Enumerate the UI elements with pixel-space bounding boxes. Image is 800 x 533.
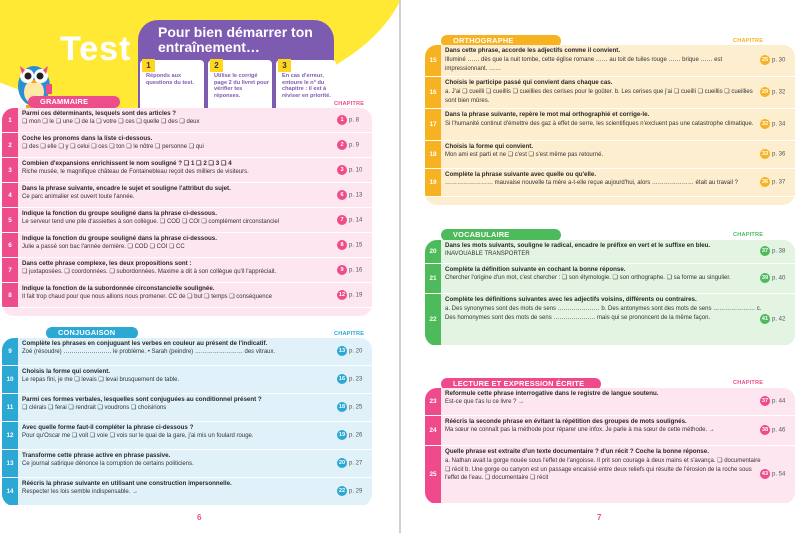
question-row <box>2 283 372 308</box>
question-answer[interactable]: a. Des synonymes sont des mots de sens ………………… b. Des antonymes sont des mots de sens ………………… c. Des homonymes sont des mots de sens ………………… mais qui se prononcent de la même façon. <box>445 306 762 321</box>
section-title-vocabulaire: VOCABULAIRE <box>441 229 561 241</box>
question-text: Réécris la phrase suivante en utilisant une construction impersonnelle. <box>22 480 232 487</box>
question-number: 15 <box>425 45 441 76</box>
question-row <box>2 208 372 233</box>
chapter-reference[interactable] <box>337 486 367 496</box>
question-text: Quelle phrase est extraite d'un texte documentaire ? d'un récit ? Coche la bonne réponse. <box>445 448 709 455</box>
chapter-number-badge: 9 <box>337 265 347 275</box>
intro-step: 1 Réponds aux questions du test. <box>140 60 204 122</box>
chapter-number-badge: 8 <box>337 240 347 250</box>
question-number: 5 <box>2 208 18 232</box>
section-title-lecture: LECTURE ET EXPRESSION ÉCRITE <box>441 378 601 390</box>
chapter-number-badge: 18 <box>338 404 346 410</box>
intro-step: 3 En cas d'erreur, entoure le n° du chapitre : il est à réviser en priorité. <box>276 60 336 122</box>
chapter-page: p. 27 <box>349 460 363 467</box>
question-row <box>425 264 795 294</box>
chapter-page: p. 34 <box>772 121 786 128</box>
question-text: Coche les pronoms dans la liste ci-dessous. <box>22 135 153 142</box>
chapter-number-badge: 3 <box>337 165 347 175</box>
chapter-number-badge: 29 <box>761 89 769 95</box>
question-number: 25 <box>425 446 441 503</box>
chapitre-label: CHAPITRE <box>334 101 365 107</box>
question-number: 9 <box>2 338 18 365</box>
question-answer[interactable]: Chercher l'origine d'un mot, c'est chercher : ❑ son étymologie. ❑ son orthographe. ❑ sa forme au singulier. <box>445 275 731 281</box>
question-text: Avec quelle forme faut-il compléter la phrase ci-dessous ? <box>22 424 194 431</box>
question-row <box>425 416 795 446</box>
chapter-number-badge: 37 <box>761 248 769 254</box>
chapter-number-badge: 33 <box>761 151 769 157</box>
question-row <box>2 366 372 394</box>
question-number: 12 <box>2 422 18 449</box>
question-answer[interactable]: Est-ce que t'as lu ce livre ? → <box>445 399 525 405</box>
question-answer[interactable]: ❑ juxtaposées. ❑ coordonnées. ❑ subordonnées. Maxime a dit à son collègue qu'il l'appréciait. <box>22 269 277 275</box>
question-number: 8 <box>2 283 18 307</box>
chapter-number-badge: 25 <box>761 57 769 63</box>
chapter-page: p. 30 <box>772 57 786 64</box>
question-number: 11 <box>2 394 18 421</box>
page-title: Test <box>60 30 132 68</box>
question-number: 14 <box>2 478 18 505</box>
question-text: Réécris la seconde phrase en évitant la répétition des groupes de mots soulignés. <box>445 418 687 425</box>
question-answer[interactable]: ❑ des ❑ elle ❑ y ❑ celui ❑ ces ❑ ton ❑ le nôtre ❑ personne ❑ qui <box>22 144 204 150</box>
question-text: Combien d'expansions enrichissent le nom souligné ? ❑ 1 ❑ 2 ❑ 3 ❑ 4 <box>22 160 232 167</box>
question-number: 17 <box>425 109 441 140</box>
chapter-number-badge: 1 <box>337 115 347 125</box>
question-text: Dans cette phrase complexe, les deux propositions sont : <box>22 260 192 267</box>
chapter-number-badge: 38 <box>761 427 769 433</box>
intro-heading: Pour bien démarrer ton entraînement… <box>158 24 313 55</box>
chapitre-label: CHAPITRE <box>733 232 764 238</box>
chapter-reference[interactable] <box>337 346 367 356</box>
chapter-page: p. 19 <box>349 292 363 299</box>
chapter-number-badge: 6 <box>337 190 347 200</box>
chapter-reference[interactable] <box>760 55 790 65</box>
section-vocabulaire <box>425 240 795 346</box>
question-row <box>425 77 795 109</box>
question-text: Complète les définitions suivantes avec les adjectifs voisins, différents ou contraires. <box>445 296 697 303</box>
question-answer[interactable]: Respecter les lois semble indispensable. → <box>22 489 139 495</box>
question-answer[interactable]: INAVOUABLE TRANSPORTER <box>445 251 530 257</box>
question-text: Parmi ces déterminants, lesquels sont des articles ? <box>22 110 177 117</box>
section-title-conjugaison: CONJUGAISON <box>46 327 138 339</box>
chapter-number-badge: 12 <box>338 291 346 298</box>
chapter-number-badge: 2 <box>337 140 347 150</box>
chapter-page: p. 16 <box>349 267 363 274</box>
chapter-page: p. 29 <box>349 488 363 495</box>
question-number: 19 <box>425 169 441 196</box>
chapter-reference[interactable] <box>337 374 367 384</box>
question-answer[interactable]: Riche musée, le magnifique château de Fontainebleau reçoit des milliers de visiteurs. <box>22 169 249 175</box>
chapter-page: p. 23 <box>349 376 363 383</box>
chapter-page: p. 20 <box>349 348 363 355</box>
question-answer[interactable]: Le serveur tend une pile d'assiettes à son collègue. ❑ COD ❑ COI ❑ complément circonstanciel <box>22 219 280 225</box>
chapter-page: p. 38 <box>772 248 786 255</box>
question-number: 18 <box>425 141 441 168</box>
question-answer[interactable]: Zoé (résoudre) …………………… le problème. • Sarah (peindre) …………………… des vitraux. <box>22 349 276 355</box>
page-number: 7 <box>597 513 602 522</box>
question-answer[interactable]: …………………… mauvaise nouvelle ta mère a-t-elle reçue aujourd'hui, alors ………………… était au travail ? <box>445 180 738 186</box>
chapter-page: p. 9 <box>349 142 360 149</box>
question-row <box>2 158 372 183</box>
page-number: 6 <box>197 513 202 522</box>
chapter-number-badge: 20 <box>338 460 346 466</box>
question-text: Dans les mots suivants, souligne le radical, encadre le préfixe en vert et le suffixe en bleu. <box>445 242 711 249</box>
chapter-reference[interactable] <box>760 177 790 187</box>
question-text: Transforme cette phrase active en phrase passive. <box>22 452 171 459</box>
chapter-reference[interactable] <box>337 265 367 275</box>
question-text: Complète la définition suivante en cochant la bonne réponse. <box>445 266 626 273</box>
chapter-page: p. 54 <box>772 471 786 478</box>
question-answer[interactable]: Ce parc animalier est ouvert toute l'année. <box>22 194 135 200</box>
chapter-page: p. 32 <box>772 89 786 96</box>
chapter-number-badge: 22 <box>338 488 346 494</box>
chapter-page: p. 40 <box>772 275 786 282</box>
right-page <box>401 0 800 533</box>
question-number: 6 <box>2 233 18 257</box>
chapter-page: p. 15 <box>349 242 363 249</box>
chapitre-label: CHAPITRE <box>334 331 365 337</box>
chapter-reference[interactable] <box>760 149 790 159</box>
chapter-page: p. 26 <box>349 432 363 439</box>
chapter-reference[interactable] <box>760 396 790 406</box>
chapter-reference[interactable] <box>760 119 790 129</box>
chapter-reference[interactable] <box>337 140 367 150</box>
question-row <box>425 388 795 416</box>
question-answer[interactable]: Si l'humanité continut d'émettre des gaz à effet de serre, les scientifiques n'excluent pas une catastrophe climatique. <box>445 121 754 127</box>
question-answer[interactable]: Illuminé …… dès que la nuit tombe, cette église romane …… au toit de tuiles rouge …… brique …… est impressionnant. …… <box>445 57 723 72</box>
question-row <box>2 133 372 158</box>
question-number: 13 <box>2 450 18 477</box>
chapter-reference[interactable] <box>760 425 790 435</box>
question-answer[interactable]: ❑ clérais ❑ ferai ❑ rendrait ❑ voudrons ❑ choisirions <box>22 405 167 411</box>
question-row <box>425 169 795 197</box>
question-row <box>2 422 372 450</box>
chapter-reference[interactable] <box>760 273 790 283</box>
question-row <box>2 394 372 422</box>
question-text: Dans la phrase suivante, repère le mot mal orthographié et corrige-le. <box>445 111 650 118</box>
question-text: Choisis le participe passé qui convient dans chaque cas. <box>445 79 613 86</box>
question-text: Choisis la forme qui convient. <box>445 143 534 150</box>
chapter-number-badge: 16 <box>338 376 346 382</box>
question-row <box>2 233 372 258</box>
question-text: Parmi ces formes verbales, lesquelles sont conjuguées au conditionnel présent ? <box>22 396 262 403</box>
chapter-number-badge: 36 <box>761 179 769 185</box>
question-answer[interactable]: Julie a passé son bac l'année dernière. ❑ COD ❑ COI ❑ CC <box>22 244 185 250</box>
chapter-number-badge: 13 <box>338 348 346 354</box>
section-orthographe <box>425 45 795 205</box>
chapter-reference[interactable] <box>760 469 790 479</box>
question-text: Dans la phrase suivante, encadre le sujet et souligne l'attribut du sujet. <box>22 185 231 192</box>
question-number: 16 <box>425 77 441 108</box>
chapter-reference[interactable] <box>337 430 367 440</box>
question-answer[interactable]: ❑ mon ❑ le ❑ une ❑ de la ❑ votre ❑ ces ❑ quelle ❑ des ❑ deux <box>22 119 200 125</box>
chapter-number-badge: 32 <box>761 121 769 127</box>
chapter-number-badge: 19 <box>338 432 346 438</box>
chapter-reference[interactable] <box>337 458 367 468</box>
chapter-page: p. 13 <box>349 192 363 199</box>
question-number: 22 <box>425 294 441 345</box>
question-answer[interactable]: a. J'ai ❑ cueilli ❑ cueillis ❑ cueillies des cerises pour le goûter. b. Les cerises que j'ai ❑ cueilli ❑ cueillis ❑ cueillies sont bien mûres. <box>445 89 753 104</box>
question-number: 24 <box>425 416 441 445</box>
question-number: 23 <box>425 388 441 415</box>
question-answer[interactable]: Le repas fini, je me ❑ levais ❑ levai brusquement de table. <box>22 377 180 383</box>
chapter-reference[interactable] <box>337 402 367 412</box>
chapter-page: p. 14 <box>349 217 363 224</box>
question-text: Reformule cette phrase interrogative dans le registre de langue soutenu. <box>445 390 659 397</box>
section-title-grammaire: GRAMMAIRE <box>28 96 120 108</box>
chapter-reference[interactable] <box>760 246 790 256</box>
question-text: Indique la fonction du groupe souligné dans la phrase ci-dessous. <box>22 210 217 217</box>
question-row <box>2 450 372 478</box>
question-answer[interactable]: Pour qu'Oscar me ❑ voit ❑ voie ❑ vois sur le quai de la gare, j'ai mis un foulard rouge. <box>22 433 254 439</box>
chapter-number-badge: 41 <box>761 316 769 322</box>
left-page <box>0 0 399 533</box>
question-number: 21 <box>425 264 441 293</box>
chapter-reference[interactable] <box>760 314 790 324</box>
chapter-page: p. 37 <box>772 179 786 186</box>
chapter-page: p. 36 <box>772 151 786 158</box>
question-row <box>425 240 795 264</box>
question-number: 20 <box>425 240 441 263</box>
question-number: 2 <box>2 133 18 157</box>
question-answer[interactable]: a. Nathan avait la gorge nouée sous l'effet de l'angoisse. Il prit son courage à deux mains et s'avança. ❑ documentaire ❑ récit b. Une gorge ou canyon est un passage encaissé entre deux reliefs qui résulte de l'érosion de la roche sous l'effet de l'eau. ❑ documentaire ❑ récit <box>445 458 761 482</box>
section-conjugaison <box>2 338 372 506</box>
chapter-reference[interactable] <box>337 165 367 175</box>
chapter-reference[interactable] <box>337 240 367 250</box>
question-row <box>2 183 372 208</box>
question-text: Dans cette phrase, accorde les adjectifs comme il convient. <box>445 47 621 54</box>
intro-step: 2 Utilise le corrigé page 2 du livret pour vérifier tes réponses. <box>208 60 272 122</box>
chapter-reference[interactable] <box>760 87 790 97</box>
question-number: 7 <box>2 258 18 282</box>
chapter-page: p. 42 <box>772 316 786 323</box>
chapter-page: p. 25 <box>349 404 363 411</box>
chapter-page: p. 46 <box>772 427 786 434</box>
question-row <box>2 108 372 133</box>
question-row <box>425 141 795 169</box>
question-text: Indique la fonction du groupe souligné dans la phrase ci-dessous. <box>22 235 217 242</box>
chapter-page: p. 10 <box>349 167 363 174</box>
chapter-reference[interactable] <box>337 115 367 125</box>
chapter-reference[interactable] <box>337 215 367 225</box>
chapter-number-badge: 7 <box>337 215 347 225</box>
question-number: 1 <box>2 108 18 132</box>
section-title-orthographe: ORTHOGRAPHE <box>441 35 561 47</box>
question-answer[interactable]: Mon ami est parti et ne ❑ c'est ❑ s'est même pas retourné. <box>445 152 604 158</box>
question-text: Complète les phrases en conjuguant les verbes en couleur au présent de l'indicatif. <box>22 340 268 347</box>
question-answer[interactable]: Ma sœur ne connaît pas la méthode pour réparer une infox. Je parle à ma sœur de cette méthode. → <box>445 427 715 433</box>
question-answer[interactable]: Il fait trop chaud pour que nous allions nous promener. CC de ❑ but ❑ temps ❑ conséquence <box>22 294 272 300</box>
question-row <box>425 294 795 346</box>
question-row <box>425 446 795 504</box>
question-number: 3 <box>2 158 18 182</box>
chapter-reference[interactable] <box>337 190 367 200</box>
chapter-number-badge: 43 <box>761 471 769 477</box>
chapter-reference[interactable] <box>337 290 367 300</box>
chapitre-label: CHAPITRE <box>733 38 764 44</box>
chapter-page: p. 44 <box>772 398 786 405</box>
question-row <box>2 338 372 366</box>
chapter-number-badge: 39 <box>761 275 769 281</box>
question-text: Complète la phrase suivante avec quelle ou qu'elle. <box>445 171 597 178</box>
chapter-number-badge: 37 <box>761 398 769 404</box>
question-row <box>2 258 372 283</box>
chapter-page: p. 8 <box>349 117 360 124</box>
question-row <box>425 109 795 141</box>
question-row <box>2 478 372 506</box>
question-answer[interactable]: Ce journal satirique dénonce la corruption de certains politiciens. <box>22 461 194 467</box>
section-grammaire <box>2 108 372 316</box>
question-number: 4 <box>2 183 18 207</box>
question-row <box>425 45 795 77</box>
question-text: Choisis la forme qui convient. <box>22 368 111 375</box>
question-number: 10 <box>2 366 18 393</box>
question-text: Indique la fonction de la subordonnée circonstancielle soulignée. <box>22 285 215 292</box>
chapitre-label: CHAPITRE <box>733 380 764 386</box>
section-lecture <box>425 388 795 504</box>
